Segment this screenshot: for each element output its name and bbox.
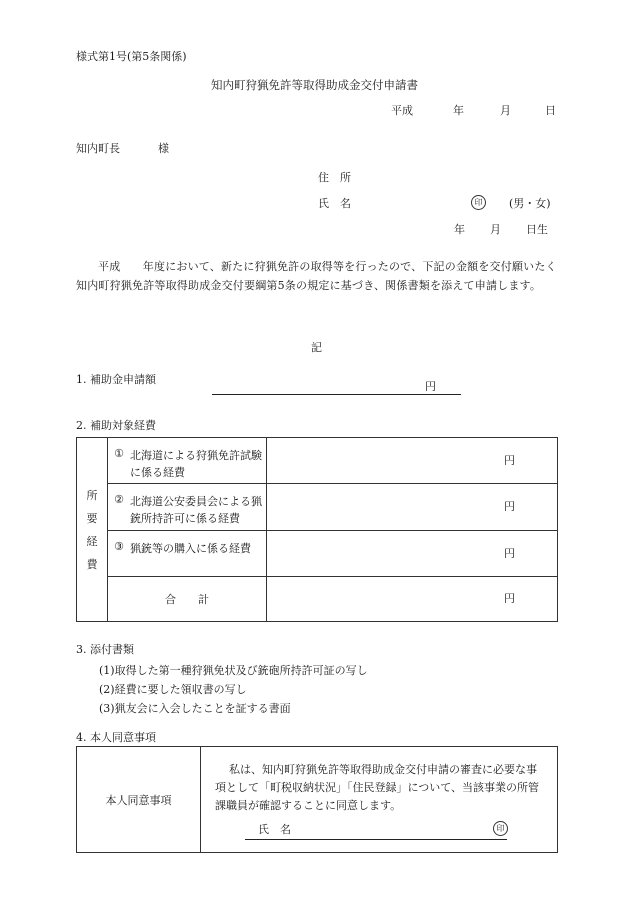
expense-table	[76, 437, 558, 622]
section3-label: 3. 添付書類	[76, 643, 134, 656]
total-amount-field[interactable]: 円	[267, 577, 558, 622]
consent-table	[76, 746, 558, 853]
name-label: 氏 名	[318, 197, 351, 210]
section1-unit: 円	[425, 380, 436, 393]
attachment-item: (2)経費に要した領収書の写し	[99, 683, 247, 696]
form-number: 様式第1号(第5条関係)	[76, 50, 187, 63]
row2-number: ②	[108, 484, 131, 531]
attachment-item: (3)猟友会に入会したことを証する書面	[99, 702, 291, 715]
section4-label: 4. 本人同意事項	[76, 731, 156, 744]
row1-amount-field[interactable]: 円	[267, 438, 558, 484]
document-title: 知内町狩猟免許等取得助成金交付申請書	[211, 78, 418, 92]
consent-seal: 印	[493, 821, 508, 836]
amount-underline	[212, 394, 461, 395]
consent-signature-line[interactable]	[245, 839, 507, 840]
gender-choice: (男・女)	[509, 197, 551, 210]
section1-label: 1. 補助金申請額	[76, 373, 156, 386]
row3-amount-field[interactable]: 円	[267, 531, 558, 577]
seal-mark: 印	[471, 195, 486, 210]
row1-number: ①	[108, 438, 131, 484]
row2-amount-field[interactable]: 円	[267, 484, 558, 531]
ki-heading: 記	[311, 341, 322, 354]
section2-label: 2. 補助対象経費	[76, 419, 156, 432]
consent-label-cell: 本人同意事項	[77, 747, 201, 853]
intro-paragraph: 平成 年度において、新たに狩猟免許の取得等を行ったので、下記の金額を交付願いたく知内町狩猟免許等取得助成金交付要綱第5条の規定に基づき、関係書類を添えて申請します。	[76, 260, 557, 292]
address-label: 住 所	[318, 171, 351, 184]
consent-text: 私は、知内町狩猟免許等取得助成金交付申請の審査に必要な事項として「町税収納状況」「住民登録」について、当該事業の所管課職員が確認することに同意します。	[215, 763, 540, 812]
row3-description: 猟銃等の購入に係る経費	[130, 531, 267, 577]
total-label: 合 計	[108, 577, 267, 622]
row1-description: 北海道による狩猟免許試験に係る経費	[130, 438, 267, 484]
attachment-item: (1)取得した第一種狩猟免状及び銃砲所持許可証の写し	[99, 664, 368, 677]
expense-vertical-label: 所 要 経 費	[77, 438, 108, 622]
row3-number: ③	[108, 531, 131, 577]
consent-cell	[201, 747, 558, 853]
consent-name-label: 氏 名	[258, 823, 291, 836]
row2-description: 北海道公安委員会による猟銃所持許可に係る経費	[130, 484, 267, 531]
